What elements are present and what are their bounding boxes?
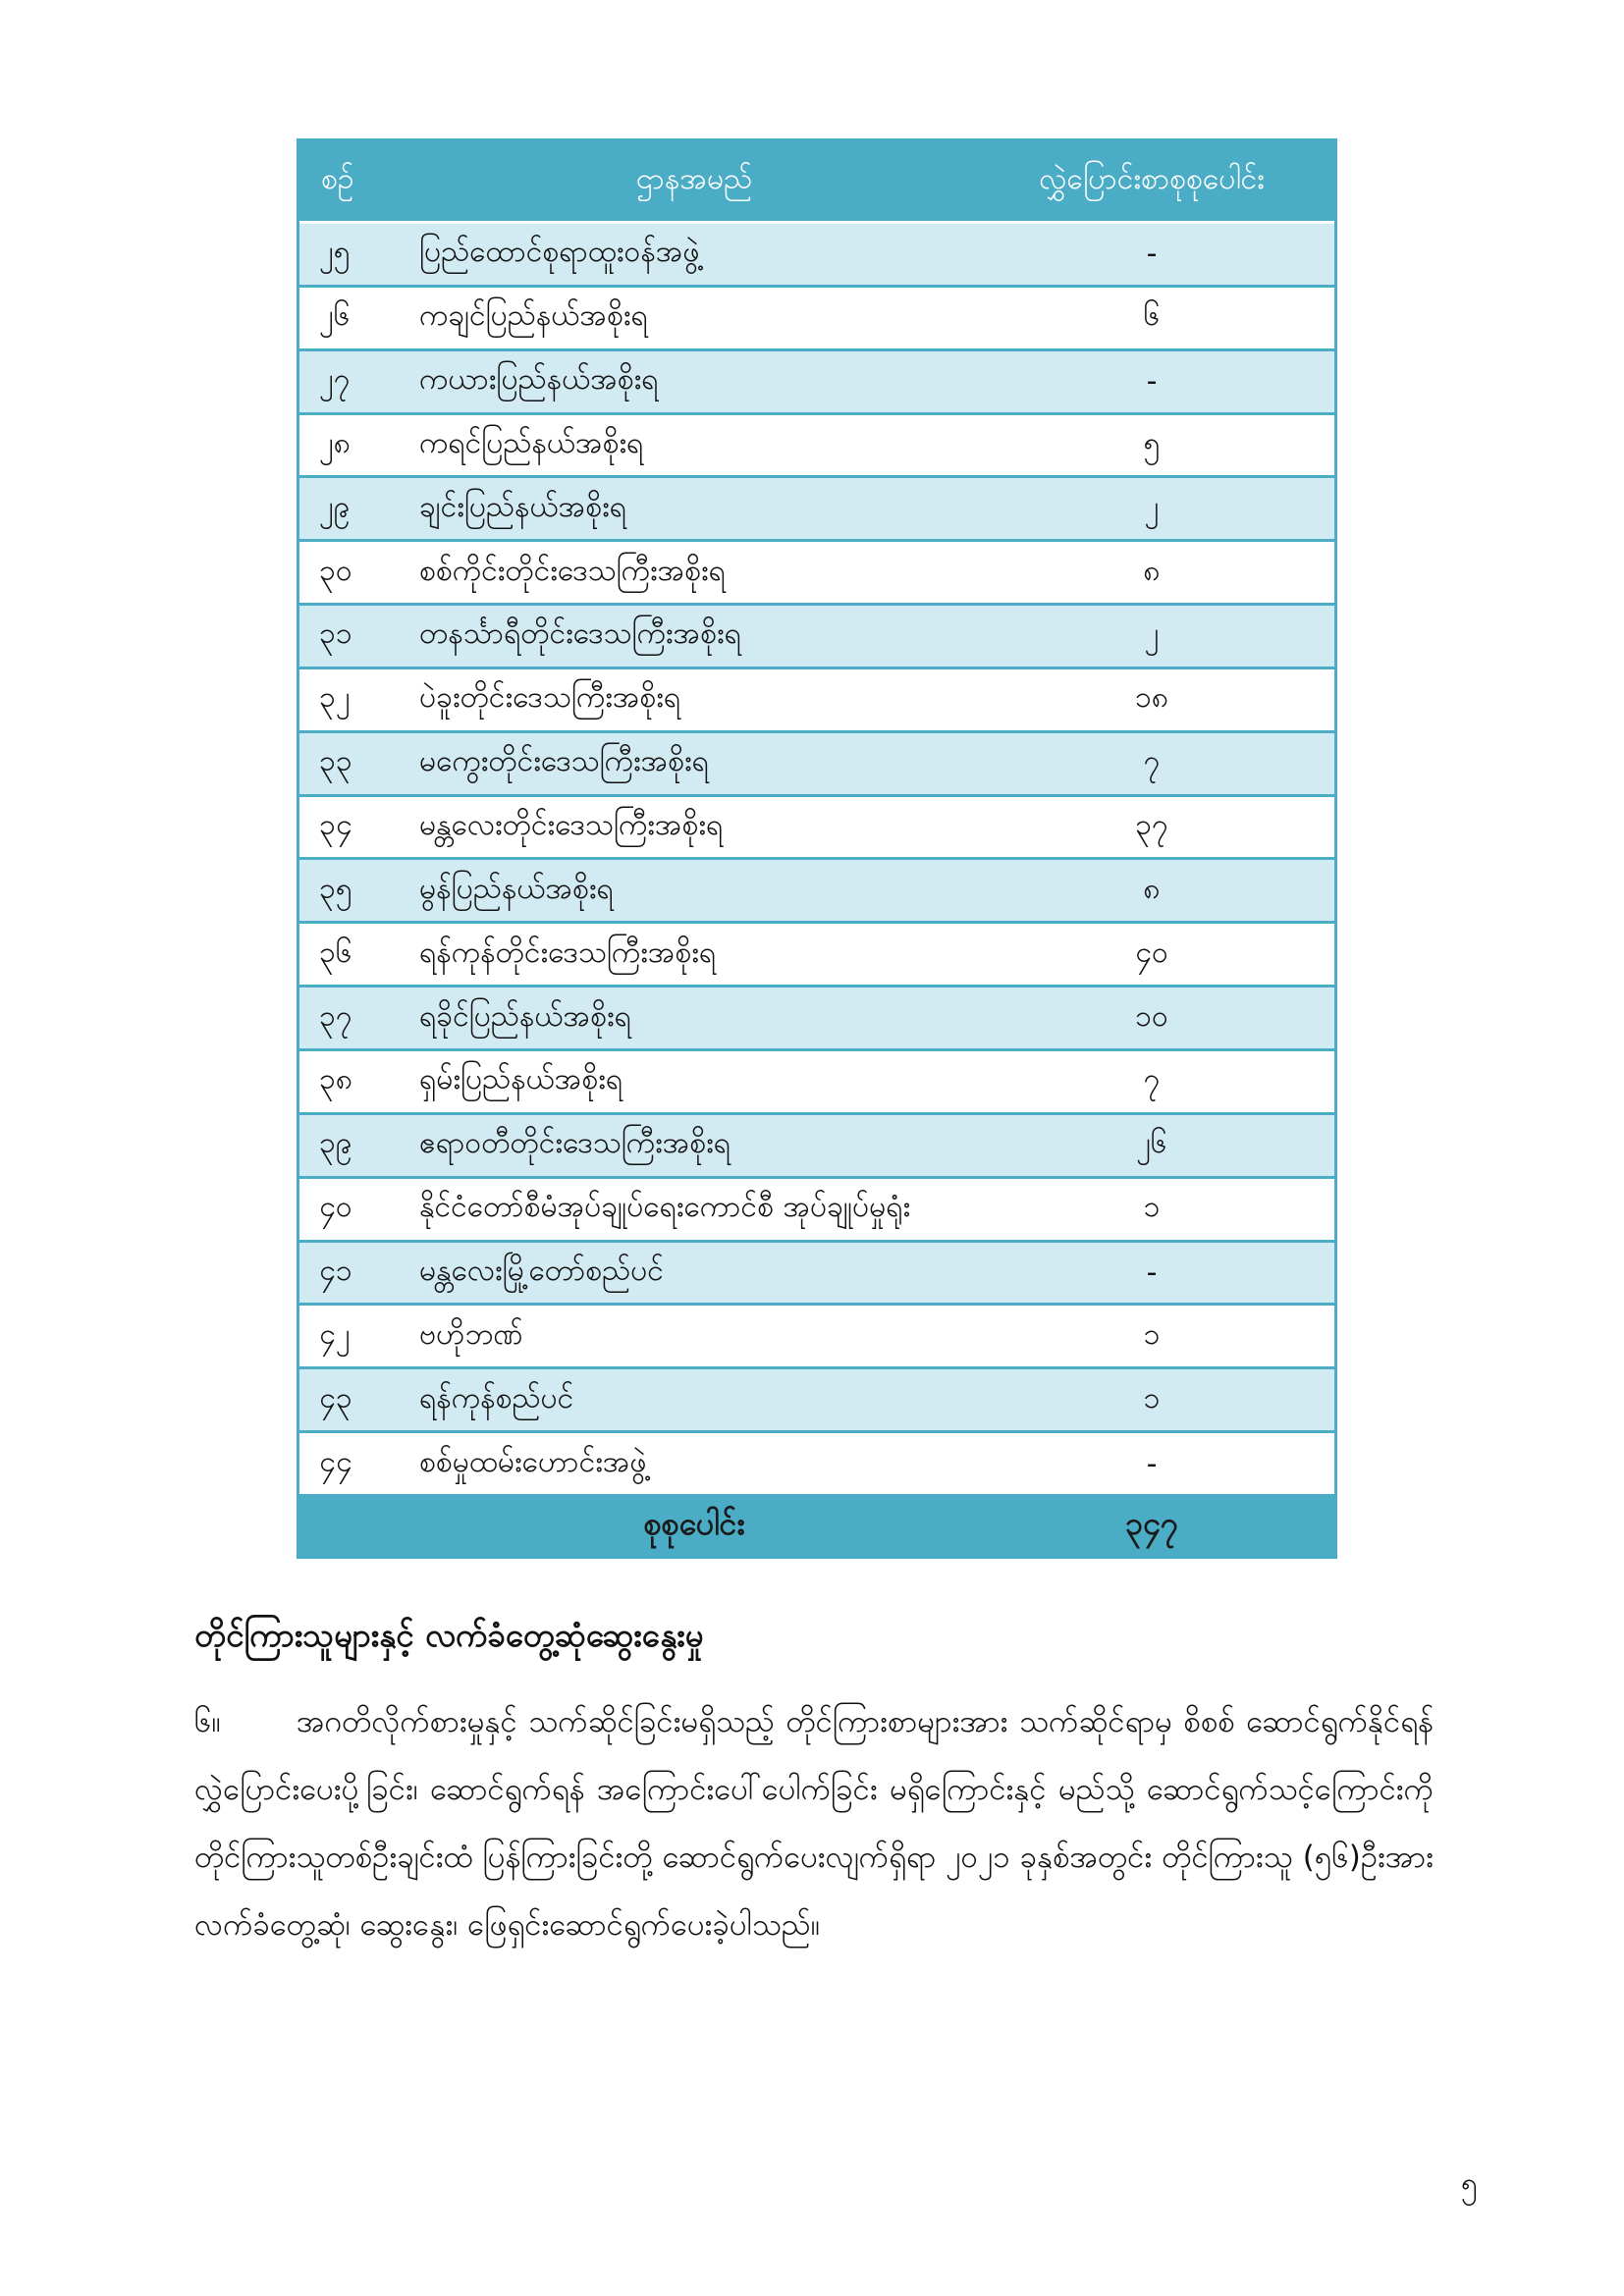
- table-row: [299, 731, 1334, 795]
- paragraph-text: အဂတိလိုက်စားမှုနှင့် သက်ဆိုင်ခြင်းမရှိသည့် တိုင်ကြားစာများအား သက်ဆိုင်ရာမှ စိစစ် ဆောင်ရွက်နိုင်ရန် လွှဲပြောင်းပေးပို့ခြင်း၊ ဆောင်ရွက်ရန် အကြောင်းပေါ်ပေါက်ခြင်း မရှိကြောင်းနှင့် မည်သို့ ဆောင်ရွက်သင့်ကြောင်းကို တိုင်ကြားသူတစ်ဦးချင်းထံ ပြန်ကြားခြင်းတို့ ဆောင်ရွက်ပေးလျက်ရှိရာ ၂၀၂၁ ခုနှစ်အတွင်း တိုင်ကြားသူ (၅၆)ဦးအား လက်ခံတွေ့ဆုံ၊ ဆွေးနွေး၊ ဖြေရှင်းဆောင်ရွက်ပေးခဲ့ပါသည်။: [194, 1704, 1434, 1943]
- row-transfer-count: ၁: [969, 1177, 1334, 1241]
- row-transfer-count: ၂၆: [969, 1113, 1334, 1177]
- header-transfer-total: လွှဲပြောင်းစာစုစုပေါင်း: [969, 141, 1334, 223]
- row-number: ၃၉: [299, 1113, 419, 1177]
- row-number: ၂၅: [299, 223, 419, 287]
- section-heading: တိုင်ကြားသူများနှင့် လက်ခံတွေ့ဆုံဆွေးနွေးမှု: [194, 1616, 704, 1654]
- table-row: [299, 605, 1334, 668]
- row-department: ပဲခူးတိုင်းဒေသကြီးအစိုးရ: [419, 667, 969, 731]
- row-department: ချင်းပြည်နယ်အစိုးရ: [419, 477, 969, 541]
- transfer-summary-table: [297, 138, 1337, 1559]
- table-row: [299, 477, 1334, 541]
- row-number: ၃၈: [299, 1049, 419, 1113]
- row-department: စစ်ကိုင်းတိုင်းဒေသကြီးအစိုးရ: [419, 541, 969, 605]
- table-row: [299, 1432, 1334, 1496]
- table-total-row: [299, 1496, 1334, 1557]
- table-row: [299, 541, 1334, 605]
- row-department: မန္တလေးမြို့တော်စည်ပင်: [419, 1241, 969, 1305]
- header-no: စဉ်: [299, 141, 419, 223]
- row-number: ၄၁: [299, 1241, 419, 1305]
- row-transfer-count: -: [969, 349, 1334, 413]
- row-number: ၄၃: [299, 1368, 419, 1432]
- row-transfer-count: ၈: [969, 541, 1334, 605]
- row-department: စစ်မှုထမ်းဟောင်းအဖွဲ့: [419, 1432, 969, 1496]
- section-paragraph: [194, 1688, 1434, 1959]
- table-row: [299, 987, 1334, 1050]
- table-row: [299, 859, 1334, 923]
- row-number: ၂၇: [299, 349, 419, 413]
- row-transfer-count: ၇: [969, 731, 1334, 795]
- header-department: ဌာနအမည်: [419, 141, 969, 223]
- row-number: ၄၀: [299, 1177, 419, 1241]
- report-table: [299, 141, 1334, 1556]
- row-department: ရန်ကုန်တိုင်းဒေသကြီးအစိုးရ: [419, 923, 969, 987]
- row-transfer-count: ၄၀: [969, 923, 1334, 987]
- row-number: ၃၆: [299, 923, 419, 987]
- row-transfer-count: ၇: [969, 1049, 1334, 1113]
- table-row: [299, 923, 1334, 987]
- row-department: ဗဟိုဘဏ်: [419, 1305, 969, 1368]
- row-department: ကယားပြည်နယ်အစိုးရ: [419, 349, 969, 413]
- row-transfer-count: ၁၈: [969, 667, 1334, 731]
- row-department: ရှမ်းပြည်နယ်အစိုးရ: [419, 1049, 969, 1113]
- row-department: ပြည်ထောင်စုရာထူးဝန်အဖွဲ့: [419, 223, 969, 287]
- row-number: ၂၉: [299, 477, 419, 541]
- table-row: [299, 795, 1334, 859]
- total-value: ၃၄၇: [969, 1496, 1334, 1557]
- table-body: [299, 223, 1334, 1496]
- row-number: ၃၅: [299, 859, 419, 923]
- row-department: မွန်ပြည်နယ်အစိုးရ: [419, 859, 969, 923]
- row-number: ၃၃: [299, 731, 419, 795]
- row-number: ၃၂: [299, 667, 419, 731]
- row-department: တနင်္သာရီတိုင်းဒေသကြီးအစိုးရ: [419, 605, 969, 668]
- row-number: ၃၀: [299, 541, 419, 605]
- row-transfer-count: ၈: [969, 859, 1334, 923]
- row-number: ၃၇: [299, 987, 419, 1050]
- row-transfer-count: ၁: [969, 1368, 1334, 1432]
- row-transfer-count: -: [969, 223, 1334, 287]
- row-number: ၃၄: [299, 795, 419, 859]
- row-department: ရန်ကုန်စည်ပင်: [419, 1368, 969, 1432]
- page-number: ၅: [1461, 2166, 1478, 2201]
- row-transfer-count: ၁၀: [969, 987, 1334, 1050]
- row-transfer-count: ၅: [969, 413, 1334, 477]
- row-transfer-count: ၂: [969, 477, 1334, 541]
- row-department: မန္တလေးတိုင်းဒေသကြီးအစိုးရ: [419, 795, 969, 859]
- paragraph-number: ၆။: [194, 1704, 221, 1739]
- total-label: စုစုပေါင်း: [419, 1496, 969, 1557]
- table-row: [299, 1368, 1334, 1432]
- row-department: ရခိုင်ပြည်နယ်အစိုးရ: [419, 987, 969, 1050]
- table-row: [299, 223, 1334, 287]
- row-department: ဧရာဝတီတိုင်းဒေသကြီးအစိုးရ: [419, 1113, 969, 1177]
- row-transfer-count: ၂: [969, 605, 1334, 668]
- table-row: [299, 413, 1334, 477]
- table-row: [299, 1241, 1334, 1305]
- row-department: နိုင်ငံတော်စီမံအုပ်ချုပ်ရေးကောင်စီ အုပ်ချုပ်မှုရုံး: [419, 1177, 969, 1241]
- row-number: ၃၁: [299, 605, 419, 668]
- row-transfer-count: -: [969, 1241, 1334, 1305]
- row-transfer-count: ၃၇: [969, 795, 1334, 859]
- table-row: [299, 1113, 1334, 1177]
- table-row: [299, 1177, 1334, 1241]
- table-row: [299, 349, 1334, 413]
- row-transfer-count: -: [969, 1432, 1334, 1496]
- table-row: [299, 1049, 1334, 1113]
- table-header-row: [299, 141, 1334, 223]
- row-transfer-count: ၁: [969, 1305, 1334, 1368]
- row-number: ၂၆: [299, 286, 419, 349]
- row-number: ၄၄: [299, 1432, 419, 1496]
- row-department: မကွေးတိုင်းဒေသကြီးအစိုးရ: [419, 731, 969, 795]
- row-number: ၂၈: [299, 413, 419, 477]
- table-row: [299, 286, 1334, 349]
- table-row: [299, 667, 1334, 731]
- row-department: ကချင်ပြည်နယ်အစိုးရ: [419, 286, 969, 349]
- row-department: ကရင်ပြည်နယ်အစိုးရ: [419, 413, 969, 477]
- row-number: ၄၂: [299, 1305, 419, 1368]
- table-row: [299, 1305, 1334, 1368]
- row-transfer-count: ၆: [969, 286, 1334, 349]
